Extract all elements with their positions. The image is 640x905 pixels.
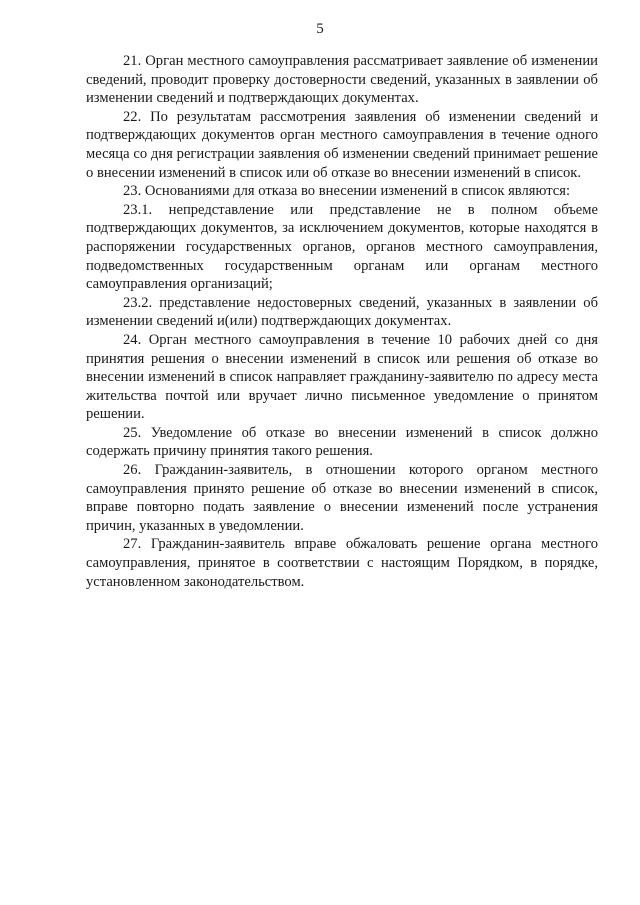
paragraph-27: 27. Гражданин-заявитель вправе обжаловать решение органа местного самоуправления, принятое в соответствии с настоящим Порядком, в порядке, установленном законодательством. xyxy=(86,536,598,590)
page-number: 5 xyxy=(316,21,324,37)
paragraph-23-2: 23.2. представление недостоверных сведений, указанных в заявлении об изменении сведений и(или) подтверждающих документах. xyxy=(86,294,598,330)
paragraph-24: 24. Орган местного самоуправления в течение 10 рабочих дней со дня принятия решения о внесении изменений в список или решения об отказе во внесении изменений в список направляет гражданину-заявителю по адресу места жительства почтой или вручает лично письменное уведомление о принятом решении. xyxy=(86,331,598,423)
paragraph-22: 22. По результатам рассмотрения заявления об изменении сведений и подтверждающих документов орган местного самоуправления в течение одного месяца со дня регистрации заявления об изменении сведений принимает решение о внесении изменений в список или об отказе во внесении изменений в список. xyxy=(86,108,598,181)
paragraph-23: 23. Основаниями для отказа во внесении изменений в список являются: xyxy=(123,183,571,200)
paragraph-23-1: 23.1. непредставление или представление не в полном объеме подтверждающих документов, за исключением документов, которые находятся в распоряжении государственных органов, органов местного самоуправления, подведомственных государственным органам или органам местного самоуправления организаций; xyxy=(86,201,598,293)
paragraph-25: 25. Уведомление об отказе во внесении изменений в список должно содержать причину принятия такого решения. xyxy=(86,424,598,460)
paragraph-21: 21. Орган местного самоуправления рассматривает заявление об изменении сведений, проводит проверку достоверности сведений, указанных в заявлении об изменении сведений и подтверждающих документах. xyxy=(86,53,598,107)
paragraph-26: 26. Гражданин-заявитель, в отношении которого органом местного самоуправления принято решение об отказе во внесении изменений в список, вправе повторно подать заявление о внесении изменений после устранения причин, указанных в уведомлении. xyxy=(86,462,598,534)
document-body xyxy=(86,52,598,591)
